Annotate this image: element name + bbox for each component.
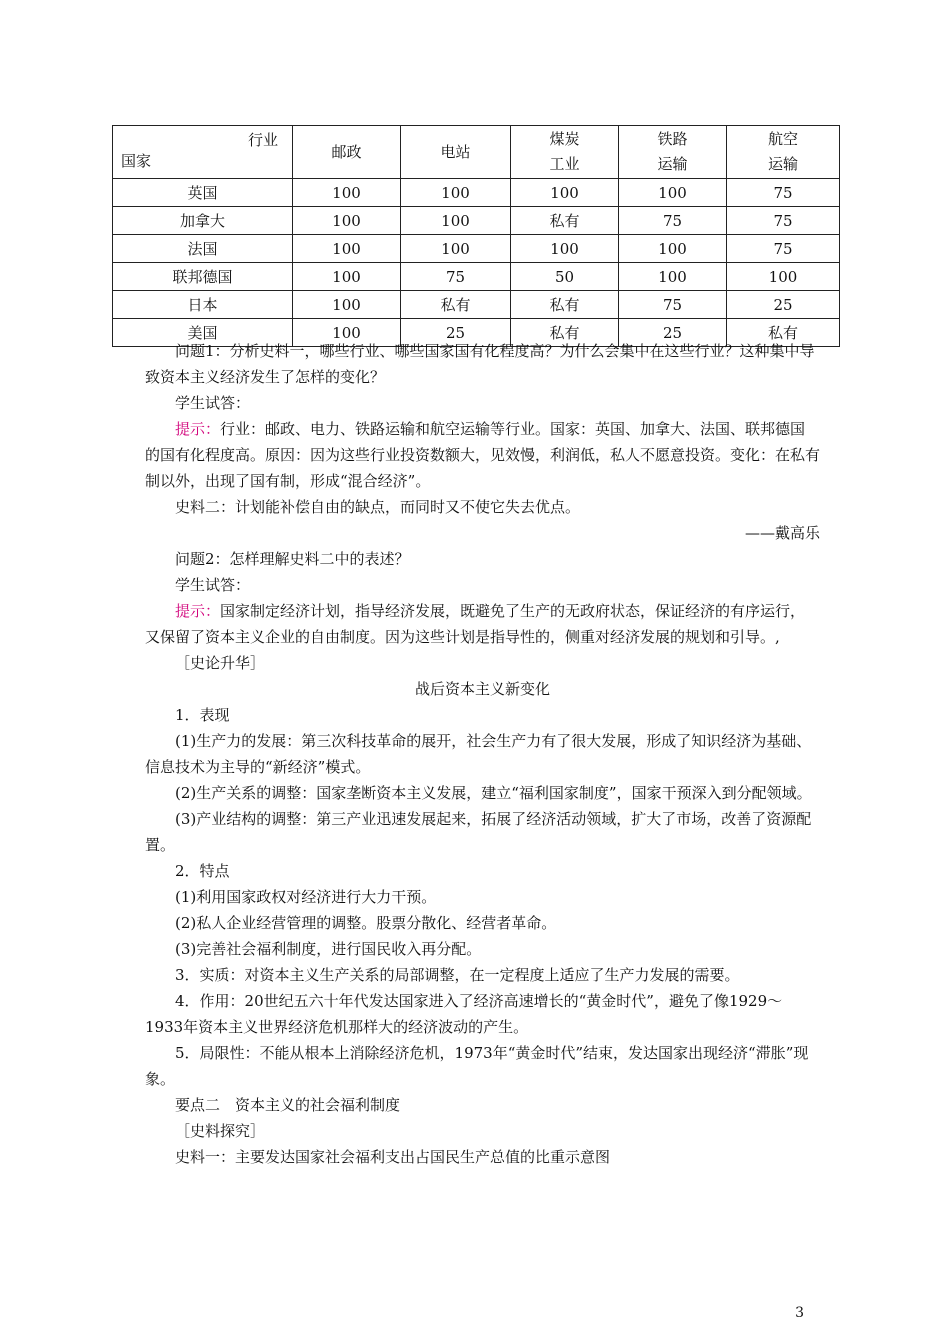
table-row	[113, 207, 840, 235]
table-cell: 100	[293, 179, 401, 207]
table-cell: 75	[619, 207, 727, 235]
table-cell: 私有	[727, 319, 840, 347]
source-2: 史料二：计划能补偿自由的缺点，而同时又不使它失去优点。	[175, 498, 581, 516]
table-cell: 100	[293, 263, 401, 291]
corner-industry-label: 行业	[247, 131, 278, 149]
table-cell: 25	[619, 319, 727, 347]
table-cell: 100	[511, 235, 619, 263]
column-header: 电站	[401, 126, 511, 179]
table-cell: 100	[293, 319, 401, 347]
question-2: 问题2：怎样理解史料二中的表述？	[175, 550, 410, 568]
table-cell: 100	[401, 235, 511, 263]
column-header: 邮政	[293, 126, 401, 179]
table-row	[113, 263, 840, 291]
table-cell: 100	[293, 207, 401, 235]
hint-paragraph	[145, 598, 820, 650]
hint-text: 行业：邮政、电力、铁路运输和航空运输等行业。国家：英国、加拿大、法国、联邦德国的国有化程度高。原因：因为这些行业投资数额大，见效慢，利润低，私人不愿意投资。变化：在私有制以外，出现了国有制，形成“混合经济”。	[145, 420, 821, 490]
list-item: 5．局限性：不能从根本上消除经济危机，1973年“黄金时代”结束，发达国家出现经济“滞胀”现象。	[145, 1044, 809, 1088]
student-answer-prompt: 学生试答：	[175, 394, 251, 412]
page-number: 3	[795, 1305, 804, 1321]
table-row	[113, 179, 840, 207]
nationalization-table	[112, 125, 840, 347]
list-item: 4．作用：20世纪五六十年代发达国家进入了经济高速增长的“黄金时代”，避免了像1929～1933年资本主义世界经济危机那样大的经济波动的产生。	[145, 992, 783, 1036]
table-cell: 私有	[511, 207, 619, 235]
section-label: ［史论升华］	[175, 654, 266, 672]
source-2-author: ——戴高乐	[744, 524, 820, 542]
table-row	[113, 291, 840, 319]
table-cell: 100	[401, 207, 511, 235]
list-heading: 2．特点	[175, 862, 230, 880]
table-cell: 私有	[511, 291, 619, 319]
table-cell: 100	[619, 263, 727, 291]
column-header: 煤炭 工业	[511, 126, 619, 179]
list-item: 3．实质：对资本主义生产关系的局部调整，在一定程度上适应了生产力发展的需要。	[175, 966, 740, 984]
table-cell: 25	[401, 319, 511, 347]
table-cell: 75	[727, 207, 840, 235]
row-country: 美国	[113, 319, 293, 347]
table-cell: 100	[293, 235, 401, 263]
table-header-row	[113, 126, 840, 179]
document-body	[145, 338, 820, 1170]
list-item: (2)生产关系的调整：国家垄断资本主义发展，建立“福利国家制度”，国家干预深入到分配领域。	[175, 784, 812, 802]
table-cell: 50	[511, 263, 619, 291]
list-item: (1)利用国家政权对经济进行大力干预。	[175, 888, 437, 906]
student-answer-prompt: 学生试答：	[175, 576, 251, 594]
table-cell: 75	[619, 291, 727, 319]
source-1-caption: 史料一：主要发达国家社会福利支出占国民生产总值的比重示意图	[175, 1148, 611, 1166]
table-cell: 100	[619, 235, 727, 263]
table-corner-cell	[113, 126, 293, 179]
hint-label: 提示：	[175, 602, 221, 620]
list-item: (3)产业结构的调整：第三产业迅速发展起来，拓展了经济活动领域，扩大了市场，改善了资源配置。	[145, 810, 812, 854]
row-country: 联邦德国	[113, 263, 293, 291]
list-item: (3)完善社会福利制度，进行国民收入再分配。	[175, 940, 482, 958]
column-header: 航空 运输	[727, 126, 840, 179]
row-country: 英国	[113, 179, 293, 207]
table-cell: 25	[727, 291, 840, 319]
explore-label: ［史料探究］	[175, 1122, 266, 1140]
column-header: 铁路 运输	[619, 126, 727, 179]
table-cell: 75	[727, 179, 840, 207]
table-cell: 100	[619, 179, 727, 207]
table-cell: 私有	[401, 291, 511, 319]
table-cell: 100	[511, 179, 619, 207]
table-cell: 75	[727, 235, 840, 263]
list-item: (2)私人企业经营管理的调整。股票分散化、经营者革命。	[175, 914, 557, 932]
row-country: 法国	[113, 235, 293, 263]
table-cell: 75	[401, 263, 511, 291]
hint-text: 国家制定经济计划，指导经济发展，既避免了生产的无政府状态，保证经济的有序运行，又保留了资本主义企业的自由制度。因为这些计划是指导性的，侧重对经济发展的规划和引导。,	[145, 602, 806, 646]
point-2-heading: 要点二 资本主义的社会福利制度	[175, 1096, 401, 1114]
table-row	[113, 235, 840, 263]
table-cell: 私有	[511, 319, 619, 347]
row-country: 加拿大	[113, 207, 293, 235]
corner-country-label: 国家	[121, 152, 152, 170]
list-heading: 1．表现	[175, 706, 230, 724]
section-title: 战后资本主义新变化	[414, 680, 550, 698]
hint-label: 提示：	[175, 420, 221, 438]
table-cell: 100	[293, 291, 401, 319]
table-cell: 100	[727, 263, 840, 291]
list-item: (1)生产力的发展：第三次科技革命的展开，社会生产力有了很大发展，形成了知识经济为基础、信息技术为主导的“新经济”模式。	[145, 732, 812, 776]
table-cell: 100	[401, 179, 511, 207]
row-country: 日本	[113, 291, 293, 319]
question-1: 问题1：分析史料一，哪些行业、哪些国家国有化程度高？为什么会集中在这些行业？这种集中导致资本主义经济发生了怎样的变化？	[145, 342, 815, 386]
hint-paragraph	[145, 416, 820, 494]
